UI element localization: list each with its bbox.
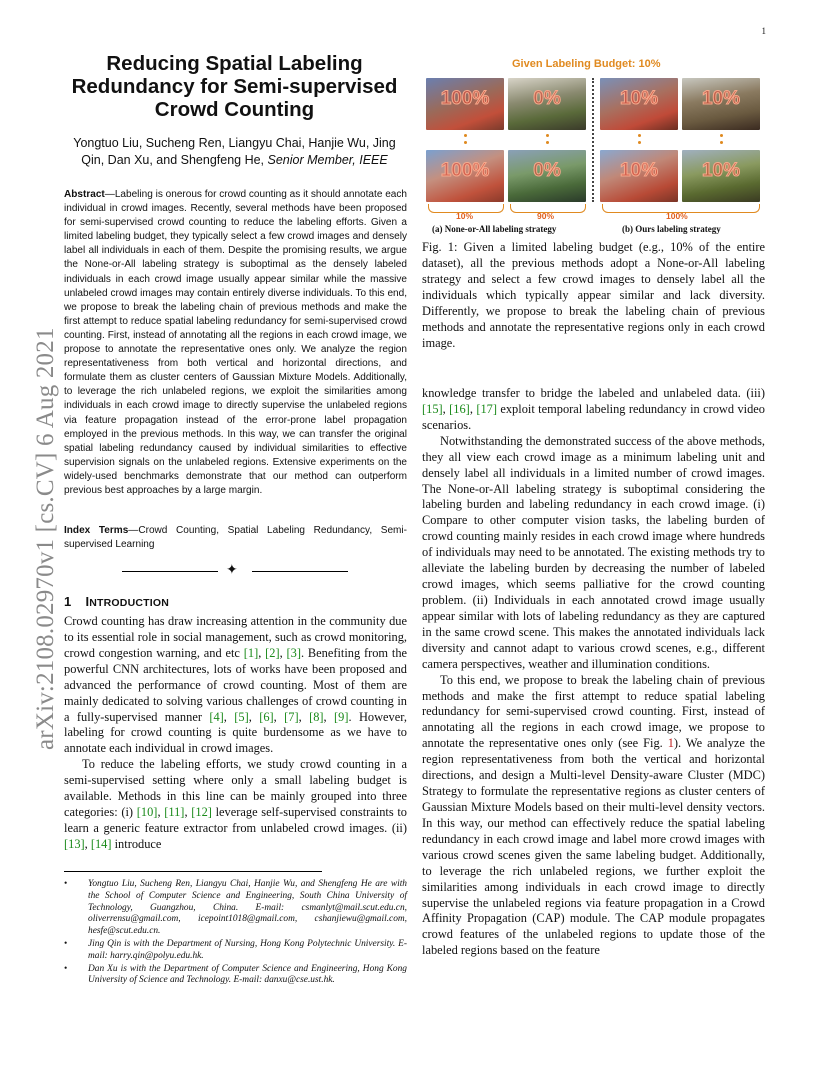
text-run: , — [273, 709, 285, 724]
text-run: Notwithstanding the demonstrated success of the above methods, they all view each crowd image as a minimum labeling unit and densely label all individuals in a limited number of crowd images. The None-or-All labeling strategy is suboptimal considering the labeling burden and labeling redundancy in each crowd image. (i) Compare to other computer vision tasks, the labeling burden of crowd counting mainly resides in each crowd image where hundreds of individuals may need to be annotated. The existing methods try to alleviate the labeling burden by decreasing the number of labeled crowd images, which seems palliative for the crowd counting problem. (ii) Individuals in each annotated crowd image usually appear similar with lots of labeling redundancy as they are captured in the same crowd scene. This makes the annotated individuals lack diversity and cannot adapt to various crowd scenes, e.g., different camera perspectives, weather and illumination conditions. — [422, 433, 765, 671]
subfigure-label-a: (a) None-or-All labeling strategy — [432, 224, 557, 234]
crowd-image-tile — [600, 78, 678, 130]
text-run: To this end, we propose to break the labeling chain of previous methods and make the first attempt to reduce spatial labeling redundancy for semi-supervised crowd counting. First, instead of annotating all the regions in each crowd image, we propose to annotate the representative ones only (see Fig. — [422, 672, 765, 751]
ellipsis-dots-icon — [546, 134, 549, 148]
crowd-image-tile — [426, 150, 504, 202]
crowd-image-tile — [426, 78, 504, 130]
text-run: , — [469, 401, 477, 416]
text-run: . However, labeling for crowd counting is quite burdensome as we have to annotate each individual in crowd images. — [64, 709, 407, 756]
citation-link[interactable]: [11] — [164, 805, 185, 820]
section-title-initial: I — [85, 594, 90, 609]
tile-percent-label: 100% — [440, 160, 490, 181]
text-run: Crowd counting has draw increasing attention in the community due to its essential role in social management, such as crowd monitoring, crowd congestion warning, and etc — [64, 614, 407, 660]
citation-link[interactable]: [5] — [234, 709, 249, 724]
text-run: exploit temporal labeling redundancy in crowd video scenarios. — [422, 401, 765, 432]
ellipsis-dots-icon — [464, 134, 467, 148]
body-paragraph — [64, 614, 407, 757]
author-list — [62, 135, 407, 169]
text-run: . Benefiting from the powerful CNN architectures, lots of works have been proposed and advanced the performance of crowd counting. Most of them are mainly dedicated to solving various challenges of crowd counting in a fully-supervised manner — [64, 645, 408, 724]
citation-link[interactable]: [3] — [286, 645, 301, 660]
brace-label: 100% — [666, 211, 688, 221]
text-run: , — [323, 709, 335, 724]
subfigure-label-b: (b) Ours labeling strategy — [622, 224, 721, 234]
text-run: ). We analyze the region representativeness from both the vertical and horizontal directions, and design a Multi-level Density-aware Cluster (MDC) Strategy to formulate the representative regions as cluster centers of Gaussian Mixture Models based on their multi-level density vectors. In this way, our method can effectively reduce the spatial labeling redundancy in each crowd image and label more crowd images with various crowd scenes given the same labeling budget. Additionally, to leverage the rich unlabeled regions, we further exploit the similarities among individuals in each crowd image to directly supervise the unlabeled regions via feature propagation in a Crowd Affinity Propagation (CAP) module. The CAP module propagates crowd features of the unlabeled regions to update those of the labeled regions based on the feature — [422, 736, 766, 958]
citation-link[interactable]: [10] — [136, 805, 158, 820]
text-run: , — [279, 645, 287, 660]
bullet-icon: • — [64, 879, 68, 889]
body-paragraph — [64, 757, 407, 853]
citation-link[interactable]: [4] — [209, 709, 224, 724]
page-number: 1 — [761, 26, 766, 36]
figure-caption — [422, 240, 765, 351]
ellipsis-dots-icon — [638, 134, 641, 148]
footnote-text: Jing Qin is with the Department of Nursing, Hong Kong Polytechnic University. E-mail: harry.qin@polyu.edu.hk. — [88, 938, 407, 961]
crowd-image-tile — [508, 150, 586, 202]
citation-link[interactable]: [17] — [476, 401, 497, 416]
strategy-divider — [592, 78, 594, 202]
text-run: To reduce the labeling efforts, we study crowd counting in a semi-supervised setting where only a small labeling budget is available. Methods in this line can be mainly grouped into three categories: (i) — [64, 757, 407, 820]
tile-percent-label: 10% — [701, 160, 741, 181]
tile-percent-label: 0% — [533, 160, 561, 181]
ellipsis-dots-icon — [720, 134, 723, 148]
citation-link[interactable]: [6] — [259, 709, 274, 724]
tile-percent-label: 10% — [619, 88, 659, 109]
crowd-image-tile — [682, 78, 760, 130]
text-run: , — [248, 709, 260, 724]
tile-percent-label: 100% — [440, 88, 490, 109]
crowd-image-tile — [682, 150, 760, 202]
body-paragraph — [422, 386, 765, 434]
citation-link[interactable]: [14] — [90, 836, 112, 851]
text-run: , — [223, 709, 235, 724]
text-run: Fig. 1: Given a limited labeling budget (e.g., 10% of the entire dataset), all the previous methods adopt a None-or-All labeling strategy and select a few crowd images to densely label all the individuals which typically appear similar and lack diversity. Differently, we propose to break the labeling chain of previous methods and annotate the representative regions only in each crowd image. — [422, 240, 765, 350]
abstract — [64, 188, 407, 498]
tile-percent-label: 10% — [701, 88, 741, 109]
footnote-item — [64, 879, 407, 938]
abstract-text: —Labeling is onerous for crowd counting as it should annotate each individual in crowd images. Recently, several methods have been proposed for semi-supervised crowd counting to reduce the labeling efforts. Given a limited labeling budget, they typically select a few crowd images and densely label all individuals in each of them. Despite the promising results, we argue the None-or-All labeling strategy is suboptimal as the densely labeled individuals in each crowd image usually appear similar while the massive unlabeled crowd images may contain entirely diverse individuals. To this end, we propose to break the labeling chain of previous methods and make the first attempt to reduce spatial labeling redundancy for semi-supervised crowd counting. First, instead of annotating all the regions in each crowd image, we propose to annotate the representative ones only. We analyze the region representativeness from both vertical and horizontal directions, and formulate them as cluster centers of Gaussian Mixture Models. Additionally, to leverage the rich unlabeled regions, we exploit the similarities among individuals in each crowd image to directly supervise the unlabeled regions via feature propagation instead of the error-prone label propagation employed in the previous methods. In this way, we can transfer the original spatial labeling redundancy caused by individual similarities to effective supervision signals on the unlabeled regions. Extensive experiments on the widely-used benchmarks demonstrate that our method can outperform previous best approaches by a large margin. — [64, 189, 407, 496]
separator-line-left — [122, 571, 218, 572]
citation-link[interactable]: [16] — [449, 401, 470, 416]
abstract-label: Abstract — [64, 189, 105, 200]
body-paragraph — [422, 434, 765, 673]
section-heading-introduction — [64, 594, 169, 609]
footnote-item — [64, 964, 407, 988]
citation-link[interactable]: [7] — [284, 709, 299, 724]
text-run: , — [84, 836, 91, 851]
tile-percent-label: 10% — [619, 160, 659, 181]
footnotes — [64, 879, 407, 988]
index-terms-text: —Crowd Counting, Spatial Labeling Redundancy, Semi-supervised Learning — [64, 525, 407, 551]
text-run: introduce — [111, 836, 162, 851]
figure-reference-link[interactable]: 1 — [667, 736, 674, 751]
text-run: , — [442, 401, 450, 416]
left-column-body — [64, 614, 407, 853]
separator-line-right — [252, 571, 348, 572]
right-column-body — [422, 386, 765, 959]
text-run: , — [258, 645, 266, 660]
footnote-rule — [64, 871, 322, 872]
citation-link[interactable]: [2] — [265, 645, 280, 660]
figure-title: Given Labeling Budget: 10% — [512, 58, 661, 70]
citation-link[interactable]: [1] — [243, 645, 259, 660]
author-membership-note: Senior Member, IEEE — [267, 153, 388, 167]
section-separator — [122, 565, 348, 579]
author-names: Yongtuo Liu, Sucheng Ren, Liangyu Chai, Hanjie Wu, Jing Qin, Dan Xu, and Shengfeng He, — [73, 136, 396, 167]
separator-ornament-icon: ✦ — [226, 563, 238, 578]
arxiv-identifier-stamp[interactable]: arXiv:2108.02970v1 [cs.CV] 6 Aug 2021 — [32, 327, 59, 750]
text-run: , — [157, 805, 165, 820]
citation-link[interactable]: [15] — [422, 401, 443, 416]
footnote-item — [64, 939, 407, 963]
paper-title: Reducing Spatial Labeling Redundancy for Semi-supervised Crowd Counting — [71, 52, 398, 121]
text-run: leverage self-supervised constraints to learn a generic feature extractor from unlabeled crowd images. (ii) — [64, 805, 408, 835]
text-run: , — [298, 709, 310, 724]
text-run: knowledge transfer to bridge the labeled and unlabeled data. (iii) — [422, 386, 765, 400]
citation-link[interactable]: [12] — [191, 805, 212, 820]
index-terms-label: Index Terms — [64, 525, 129, 536]
citation-link[interactable]: [9] — [334, 709, 349, 724]
citation-link[interactable]: [8] — [309, 709, 324, 724]
brace-label: 10% — [456, 211, 474, 221]
crowd-image-tile — [508, 78, 586, 130]
brace-label: 90% — [537, 211, 555, 221]
body-paragraph — [422, 673, 765, 960]
figure-1 — [422, 58, 765, 236]
tile-percent-label: 0% — [533, 88, 561, 109]
bullet-icon: • — [64, 963, 68, 974]
crowd-image-tile — [600, 150, 678, 202]
section-title-rest: NTRODUCTION — [89, 597, 170, 609]
footnote-text: Yongtuo Liu, Sucheng Ren, Liangyu Chai, Hanjie Wu, and Shengfeng He are with the School of Computer Science and Engineering, South China University of Technology, Guangzhou, China. E-mail: csmanlyt@mail.scut.edu.cn, oliverrensu@gmail.com, icepoint1018@gmail.com, cshanjiewu@gmail.com, hesfe@scut.edu.cn. — [88, 879, 407, 937]
citation-link[interactable]: [13] — [64, 836, 85, 851]
text-run: , — [184, 805, 192, 820]
footnote-text: Dan Xu is with the Department of Computer Science and Engineering, Hong Kong University of Science and Technology. E-mail: danxu@cse.ust.hk. — [88, 963, 407, 986]
bullet-icon: • — [64, 938, 68, 949]
section-number: 1 — [64, 594, 72, 609]
index-terms — [64, 524, 407, 552]
